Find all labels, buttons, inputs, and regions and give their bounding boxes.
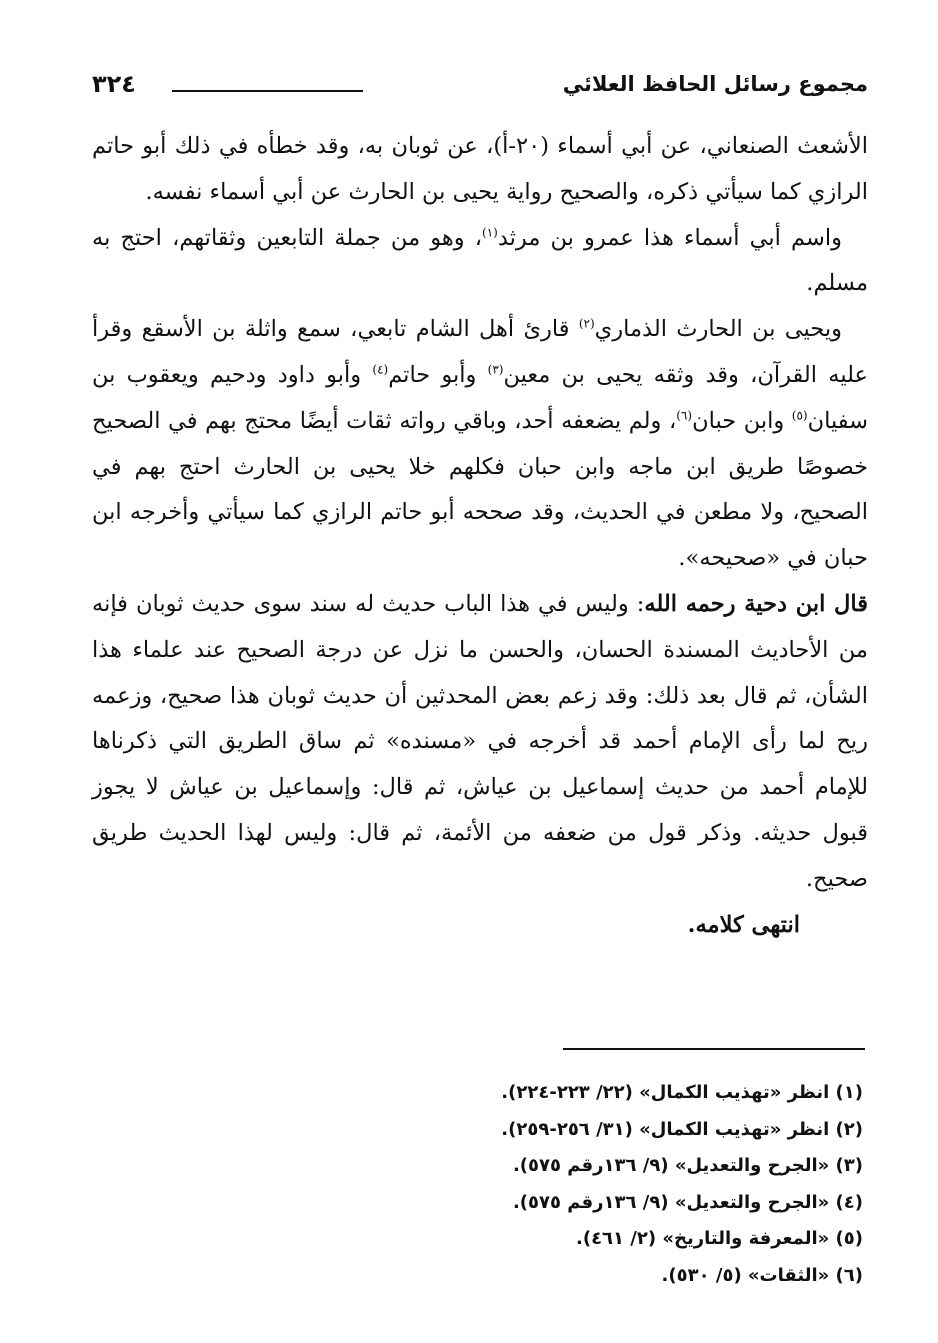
paragraph-5 <box>92 903 868 949</box>
main-text <box>92 124 868 948</box>
paragraph-3 <box>92 307 868 582</box>
footnotes <box>363 1075 863 1294</box>
paragraph-3-text-a: ويحيى بن الحارث الذماري <box>594 316 842 343</box>
paragraph-3-text-b: قارئ أهل الشام تابعي، سمع واثلة بن الأسقع وقرأ عليه القرآن، وقد وثقه يحيى بن معين <box>92 316 868 388</box>
paragraph-1 <box>92 124 868 216</box>
footnote-ref-5[interactable]: (٥) <box>791 408 808 423</box>
page-number: ٣٢٤ <box>92 70 136 98</box>
paragraph-3-text-c: وأبو حاتم <box>388 361 488 388</box>
paragraph-3-text-d: وأبو داود ودحيم ويعقوب بن سفيان <box>92 361 868 434</box>
paragraph-1-text: الأشعث الصنعاني، عن أبي أسماء (٢٠-أ)، عن ثوبان به، وقد خطأه في ذلك أبو حاتم الرازي كما سيأتي ذكره، والصحيح رواية يحيى بن الحارث عن أبي أسماء نفسه. <box>92 133 869 205</box>
footnote-ref-4[interactable]: (٤) <box>372 362 389 377</box>
header-rule <box>172 90 363 92</box>
running-title: مجموع رسائل الحافظ العلائي <box>562 72 868 96</box>
paragraph-5-text: انتهى كلامه. <box>687 911 800 938</box>
footnote-ref-2[interactable]: (٢) <box>578 316 595 331</box>
paragraph-4-lead: قال ابن دحية رحمه الله <box>644 590 868 617</box>
page-header <box>92 72 868 108</box>
paragraph-3-text-f: ، ولم يضعفه أحد، وباقي رواته ثقات أيضًا محتج بهم في الصحيح خصوصًا طريق ابن ماجه وابن حبان فكلهم خلا يحيى بن الحارث احتج بهم في الصحيح، ولا مطعن في الحديث، وقد صححه أبو حاتم الرازي كما سيأتي وأخرجه ابن حبان في «صحيحه». <box>92 407 868 572</box>
footnote-ref-1[interactable]: (١) <box>482 225 498 240</box>
footnote-4: (٤) «الجرح والتعديل» (٩/ ١٣٦رقم ٥٧٥). <box>512 1191 863 1213</box>
paragraph-3-text-e: وابن حبان <box>692 407 792 434</box>
paragraph-4-text: : وليس في هذا الباب حديث له سند سوى حديث ثوبان فإنه من الأحاديث المسندة الحسان، والحسن ما نزل عن درجة الصحيح عند علماء هذا الشأن، ثم قال بعد ذلك: وقد زعم بعض المحدثين أن حديث ثوبان هذا صحيح، وزعمه ريح لما رأى الإمام أحمد قد أخرجه في «مسنده» ثم ساق الطريق التي ذكرناها للإمام أحمد من حديث إسماعيل بن عياش، ثم قال: وإسماعيل بن عياش لا يجوز قبول حديثه. وذكر قول من ضعفه من الأئمة، ثم قال: وليس لهذا الحديث طريق صحيح. <box>92 590 868 892</box>
footnote-ref-3[interactable]: (٣) <box>487 362 504 377</box>
paragraph-2-text-a: واسم أبي أسماء هذا عمرو بن مرثد <box>497 224 842 251</box>
footnote-2: (٢) انظر «تهذيب الكمال» (٣١/ ٢٥٦-٢٥٩). <box>501 1118 863 1140</box>
footnote-6: (٦) «الثقات» (٥/ ٥٣٠). <box>661 1264 863 1286</box>
footnote-1: (١) انظر «تهذيب الكمال» (٢٢/ ٢٢٣-٢٢٤). <box>501 1082 863 1103</box>
paragraph-2-text-b: ، وهو من جملة التابعين وثقاتهم، احتج به مسلم. <box>92 224 868 297</box>
footnote-separator <box>563 1048 865 1050</box>
footnote-3: (٣) «الجرح والتعديل» (٩/ ١٣٦رقم ٥٧٥). <box>512 1155 863 1176</box>
footnote-ref-6[interactable]: (٦) <box>676 408 693 423</box>
footnote-5: (٥) «المعرفة والتاريخ» (٢/ ٤٦١). <box>575 1228 863 1249</box>
paragraph-2 <box>92 216 868 308</box>
paragraph-4 <box>92 582 868 903</box>
